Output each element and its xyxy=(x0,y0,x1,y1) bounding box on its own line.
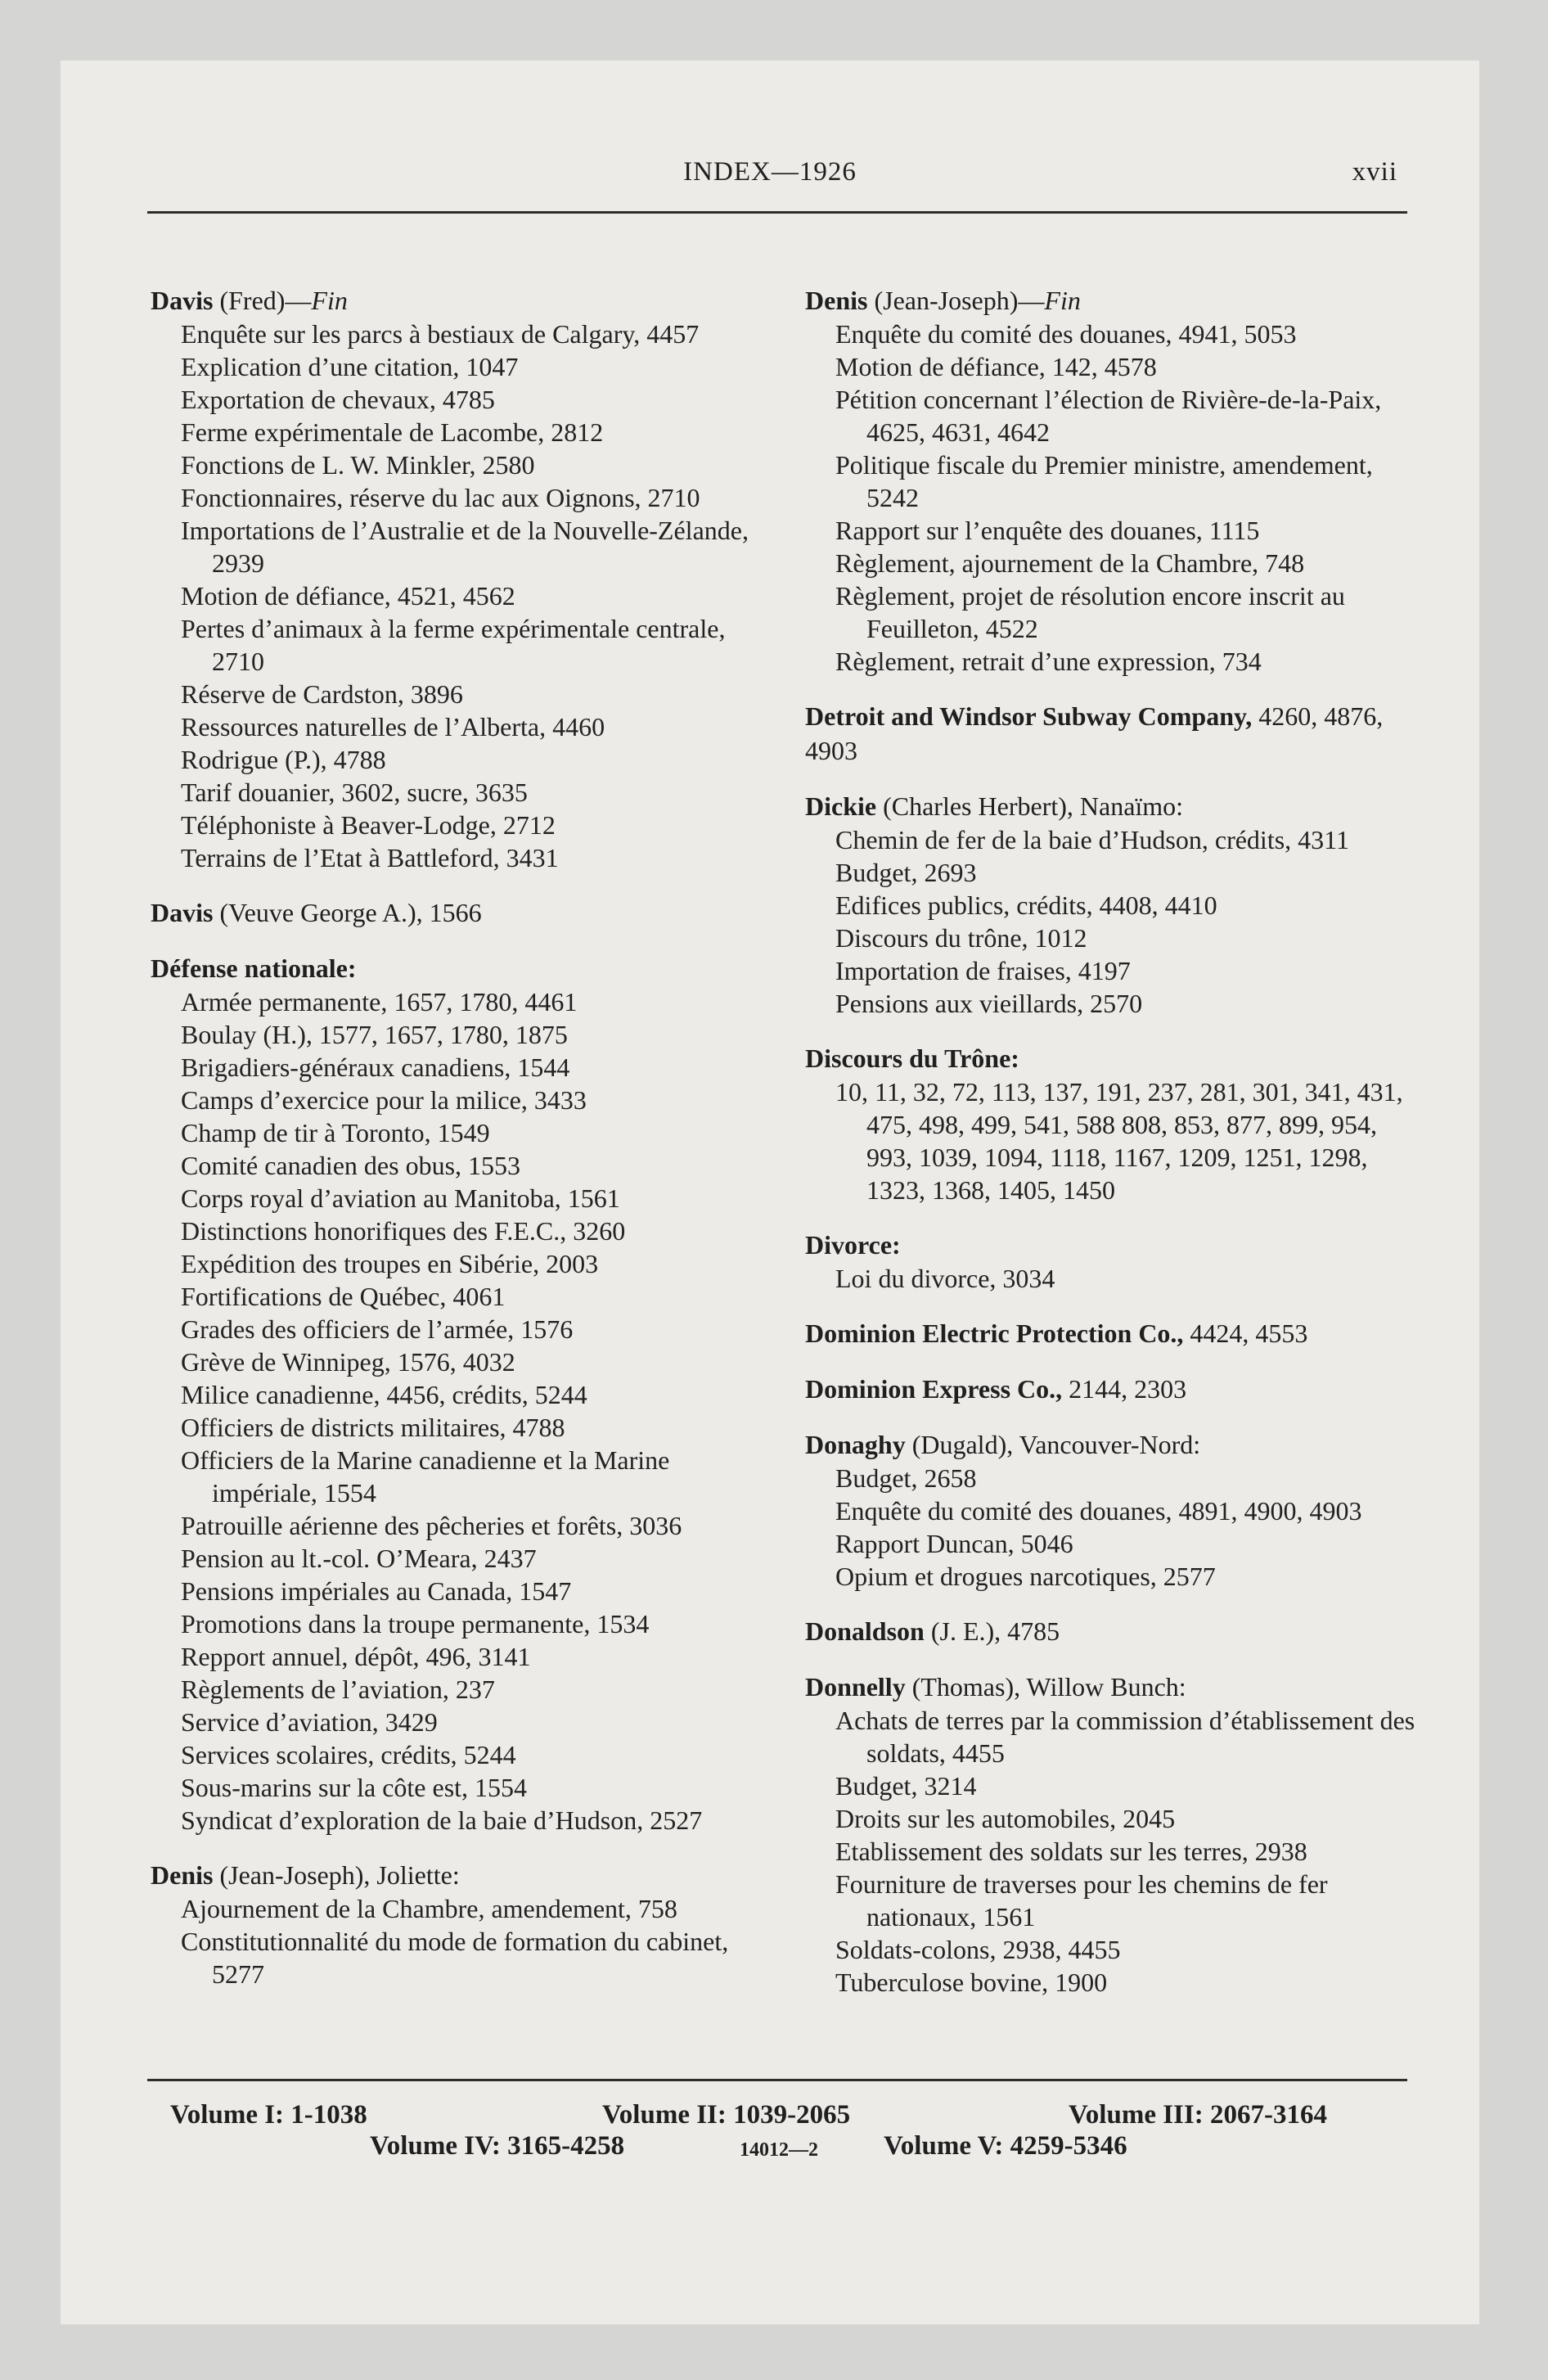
sub-entry: Règlement, ajournement de la Chambre, 748 xyxy=(835,548,1305,578)
sub-entry: Syndicat d’exploration de la baie d’Hudson, 2527 xyxy=(181,1805,703,1835)
sub-entry: Tuberculose bovine, 1900 xyxy=(835,1968,1108,1997)
sub-entry: Loi du divorce, 3034 xyxy=(835,1264,1055,1293)
entry-name: Discours du Trône: xyxy=(805,1044,1019,1073)
entry-heading xyxy=(805,1614,1427,1648)
sub-entry: Rodrigue (P.), 4788 xyxy=(181,745,386,774)
sub-entry: Camps d’exercice pour la milice, 3433 xyxy=(181,1085,587,1115)
right-column xyxy=(805,283,1427,2020)
entry-continued: Fin xyxy=(1044,286,1081,315)
entry-heading xyxy=(151,951,772,985)
entry-qualifier: (Jean-Joseph)— xyxy=(867,286,1045,315)
sub-entry: Enquête sur les parcs à bestiaux de Calgary, 4457 xyxy=(181,319,700,349)
entry-qualifier: 4424, 4553 xyxy=(1183,1318,1308,1348)
header-rule xyxy=(147,211,1407,214)
index-entry xyxy=(805,283,1427,678)
sub-entry: Milice canadienne, 4456, crédits, 5244 xyxy=(181,1380,587,1409)
sub-entry: Tarif douanier, 3602, sucre, 3635 xyxy=(181,778,528,807)
sub-entry: Politique fiscale du Premier ministre, amendement, 5242 xyxy=(835,450,1373,512)
sub-entry: Officiers de la Marine canadienne et la Marine impériale, 1554 xyxy=(181,1445,670,1508)
entry-name: Donaldson xyxy=(805,1616,925,1646)
sub-entry: Explication d’une citation, 1047 xyxy=(181,352,519,381)
sub-entry: Armée permanente, 1657, 1780, 4461 xyxy=(181,987,578,1016)
sub-entry: Service d’aviation, 3429 xyxy=(181,1707,438,1737)
index-entry xyxy=(151,951,772,1837)
sub-entry: Pertes d’animaux à la ferme expérimentale centrale, 2710 xyxy=(181,614,726,676)
sub-entry: Pensions impériales au Canada, 1547 xyxy=(181,1576,572,1606)
sub-entry: Services scolaires, crédits, 5244 xyxy=(181,1740,516,1769)
entry-heading xyxy=(805,283,1427,318)
sub-entry: Téléphoniste à Beaver-Lodge, 2712 xyxy=(181,810,556,840)
sub-entry: Officiers de districts militaires, 4788 xyxy=(181,1413,565,1442)
entry-name: Défense nationale: xyxy=(151,953,357,983)
sub-entry: Comité canadien des obus, 1553 xyxy=(181,1151,521,1180)
entry-heading xyxy=(805,1316,1427,1350)
entry-heading xyxy=(151,1858,772,1892)
index-page xyxy=(61,61,1479,2324)
sub-entry: Droits sur les automobiles, 2045 xyxy=(835,1804,1176,1833)
sub-entry: Repport annuel, dépôt, 496, 3141 xyxy=(181,1642,531,1671)
entry-name: Davis xyxy=(151,286,214,315)
sub-entry: Rapport sur l’enquête des douanes, 1115 xyxy=(835,516,1260,545)
entry-name: Divorce: xyxy=(805,1230,901,1260)
volume-4-range: Volume IV: 3165-4258 xyxy=(370,2131,625,2161)
left-column xyxy=(151,283,772,2012)
sub-entry: Rapport Duncan, 5046 xyxy=(835,1529,1073,1558)
entry-name: Dominion Express Co., xyxy=(805,1374,1063,1404)
sub-entry: Grève de Winnipeg, 1576, 4032 xyxy=(181,1347,515,1377)
entry-heading xyxy=(805,699,1427,768)
sub-entry: Motion de défiance, 142, 4578 xyxy=(835,352,1157,381)
entry-qualifier: 2144, 2303 xyxy=(1062,1374,1187,1404)
sub-entry: Règlement, projet de résolution encore inscrit au Feuilleton, 4522 xyxy=(835,581,1345,643)
entry-heading xyxy=(805,1228,1427,1262)
sub-entry: Budget, 2693 xyxy=(835,858,977,887)
sub-entry: Expédition des troupes en Sibérie, 2003 xyxy=(181,1249,599,1278)
sub-entry: Fourniture de traverses pour les chemins de fer nationaux, 1561 xyxy=(835,1869,1328,1931)
index-entry xyxy=(805,1614,1427,1648)
volume-5-range: Volume V: 4259-5346 xyxy=(884,2131,1127,2161)
entry-name: Detroit and Windsor Subway Company, xyxy=(805,701,1253,731)
sub-entry: 10, 11, 32, 72, 113, 137, 191, 237, 281, 301, 341, 431, 475, 498, 499, 541, 588 808, 853, 877, 899, 954, 993, 1039, 1094, 1118, 1167, 1209, 1251, 1298, 1323, 1368, 1405, 1450 xyxy=(835,1077,1403,1205)
sub-entry: Distinctions honorifiques des F.E.C., 3260 xyxy=(181,1216,626,1246)
sub-entry: Patrouille aérienne des pêcheries et forêts, 3036 xyxy=(181,1511,682,1540)
sub-entry: Enquête du comité des douanes, 4891, 4900, 4903 xyxy=(835,1496,1362,1526)
entry-heading xyxy=(805,1670,1427,1704)
entry-heading xyxy=(805,1372,1427,1406)
sub-entry: Pensions aux vieillards, 2570 xyxy=(835,989,1143,1018)
index-entry xyxy=(805,1041,1427,1206)
entry-heading xyxy=(151,895,772,930)
entry-qualifier: (Fred)— xyxy=(213,286,312,315)
entry-qualifier: (J. E.), 4785 xyxy=(924,1616,1060,1646)
sub-entry: Ajournement de la Chambre, amendement, 758 xyxy=(181,1894,677,1923)
entry-heading xyxy=(151,283,772,318)
entry-name: Dickie xyxy=(805,791,877,821)
entry-name: Denis xyxy=(151,1860,214,1890)
sub-entry: Sous-marins sur la côte est, 1554 xyxy=(181,1773,528,1802)
entry-qualifier: (Veuve George A.), 1566 xyxy=(213,898,482,927)
index-entry xyxy=(805,699,1427,768)
sub-entry: Soldats-colons, 2938, 4455 xyxy=(835,1935,1121,1964)
footer-rule xyxy=(147,2079,1407,2081)
entry-name: Dominion Electric Protection Co., xyxy=(805,1318,1184,1348)
sub-entry: Achats de terres par la commission d’établissement des soldats, 4455 xyxy=(835,1706,1415,1768)
entry-name: Donnelly xyxy=(805,1672,906,1702)
sub-entry: Budget, 2658 xyxy=(835,1463,977,1493)
sub-entry: Promotions dans la troupe permanente, 1534 xyxy=(181,1609,650,1639)
sub-entry: Budget, 3214 xyxy=(835,1771,977,1801)
volume-2-range: Volume II: 1039-2065 xyxy=(602,2100,851,2130)
entry-qualifier: (Thomas), Willow Bunch: xyxy=(905,1672,1186,1702)
sub-entry: Boulay (H.), 1577, 1657, 1780, 1875 xyxy=(181,1020,568,1049)
sub-entry: Grades des officiers de l’armée, 1576 xyxy=(181,1314,574,1344)
index-entry xyxy=(805,789,1427,1020)
index-entry xyxy=(151,1858,772,1990)
sub-entry: Importation de fraises, 4197 xyxy=(835,956,1131,985)
entry-qualifier: (Charles Herbert), Nanaïmo: xyxy=(876,791,1184,821)
index-entry xyxy=(805,1316,1427,1350)
volume-3-range: Volume III: 2067-3164 xyxy=(1069,2100,1327,2130)
entry-name: Denis xyxy=(805,286,868,315)
sub-entry: Edifices publics, crédits, 4408, 4410 xyxy=(835,890,1217,920)
entry-name: Donaghy xyxy=(805,1430,906,1459)
sub-entry: Enquête du comité des douanes, 4941, 5053 xyxy=(835,319,1297,349)
print-code: 14012—2 xyxy=(740,2139,818,2161)
index-entry xyxy=(805,1427,1427,1593)
sub-entry: Terrains de l’Etat à Battleford, 3431 xyxy=(181,843,559,872)
sub-entry: Constitutionnalité du mode de formation du cabinet, 5277 xyxy=(181,1927,729,1989)
sub-entry: Discours du trône, 1012 xyxy=(835,923,1087,953)
sub-entry: Champ de tir à Toronto, 1549 xyxy=(181,1118,490,1147)
sub-entry: Importations de l’Australie et de la Nouvelle-Zélande, 2939 xyxy=(181,516,749,578)
entry-qualifier: 4260, 4876, 4903 xyxy=(805,701,1384,765)
sub-entry: Fonctionnaires, réserve du lac aux Oignons, 2710 xyxy=(181,483,700,512)
sub-entry: Ressources naturelles de l’Alberta, 4460 xyxy=(181,712,605,741)
sub-entry: Opium et drogues narcotiques, 2577 xyxy=(835,1562,1216,1591)
sub-entry: Pétition concernant l’élection de Rivière-de-la-Paix, 4625, 4631, 4642 xyxy=(835,385,1382,447)
sub-entry: Chemin de fer de la baie d’Hudson, crédits, 4311 xyxy=(835,825,1349,854)
sub-entry: Fortifications de Québec, 4061 xyxy=(181,1282,506,1311)
sub-entry: Etablissement des soldats sur les terres, 2938 xyxy=(835,1837,1307,1866)
sub-entry: Ferme expérimentale de Lacombe, 2812 xyxy=(181,417,604,447)
index-entry xyxy=(805,1228,1427,1295)
sub-entry: Brigadiers-généraux canadiens, 1544 xyxy=(181,1053,570,1082)
sub-entry: Règlement, retrait d’une expression, 734 xyxy=(835,647,1262,676)
sub-entry: Motion de défiance, 4521, 4562 xyxy=(181,581,515,611)
index-entry xyxy=(805,1670,1427,1999)
index-entry xyxy=(151,283,772,874)
sub-entry: Réserve de Cardston, 3896 xyxy=(181,679,463,709)
entry-continued: Fin xyxy=(311,286,348,315)
sub-entry: Règlements de l’aviation, 237 xyxy=(181,1675,495,1704)
entry-name: Davis xyxy=(151,898,214,927)
sub-entry: Corps royal d’aviation au Manitoba, 1561 xyxy=(181,1183,620,1213)
entry-heading xyxy=(805,1427,1427,1462)
entry-qualifier: (Jean-Joseph), Joliette: xyxy=(213,1860,460,1890)
sub-entry: Pension au lt.-col. O’Meara, 2437 xyxy=(181,1544,537,1573)
entry-qualifier: (Dugald), Vancouver-Nord: xyxy=(905,1430,1201,1459)
volume-1-range: Volume I: 1-1038 xyxy=(170,2100,367,2130)
index-entry xyxy=(151,895,772,930)
entry-heading xyxy=(805,1041,1427,1075)
entry-heading xyxy=(805,789,1427,823)
index-entry xyxy=(805,1372,1427,1406)
sub-entry: Fonctions de L. W. Minkler, 2580 xyxy=(181,450,535,480)
sub-entry: Exportation de chevaux, 4785 xyxy=(181,385,495,414)
running-header xyxy=(61,157,1479,195)
page-number: xvii xyxy=(1352,157,1397,187)
page-title: INDEX—1926 xyxy=(683,157,857,187)
